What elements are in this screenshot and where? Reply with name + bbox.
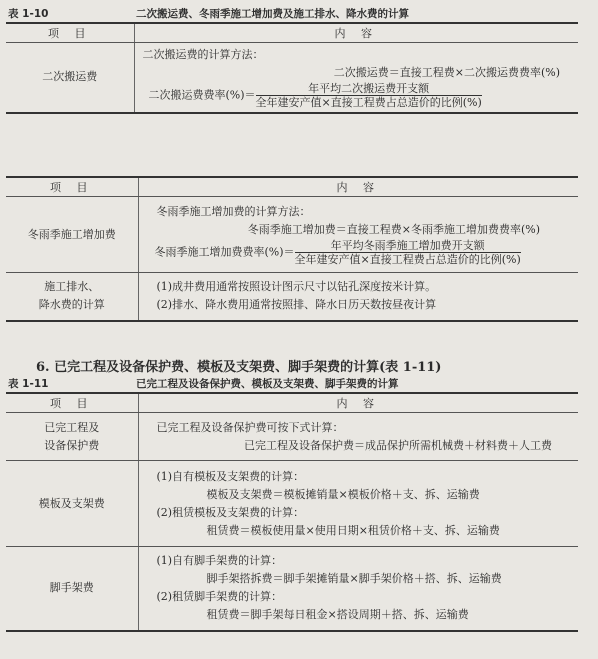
numerator: 年平均冬雨季施工增加费开支额: [330, 239, 485, 252]
content-cell: [138, 273, 578, 321]
formula-fraction: [147, 239, 571, 266]
table-title: 二次搬运费、冬雨季施工增加费及施工排水、降水费的计算: [136, 8, 409, 20]
table-number: 表 1-11: [8, 378, 49, 390]
formula-line: 模板及支架费＝模板摊销量×模板价格＋支、拆、运输费: [206, 487, 480, 501]
header-item: 项 目: [6, 177, 138, 197]
denominator: 全年建安产值×直接工程费占总造价的比例(%): [255, 95, 482, 109]
content-cell: [138, 461, 578, 547]
content-line: (1)自有脚手架费的计算：: [156, 554, 283, 568]
content-line: (2)租赁模板及支架费的计算：: [156, 505, 305, 519]
numerator: 年平均二次搬运费开支额: [308, 81, 430, 95]
item-cell: 冬雨季施工增加费: [6, 197, 138, 273]
item-line: 已完工程及: [44, 420, 100, 434]
item-cell: 脚手架费: [6, 547, 138, 631]
table: [6, 392, 578, 632]
item-cell: [6, 273, 138, 321]
table-1-10-continued: [6, 176, 578, 322]
formula-left: 二次搬运费费率(%)＝: [148, 88, 256, 102]
content-line: (2)排水、降水费用通常按照排、降水日历天数按昼夜计算: [156, 298, 437, 312]
formula-line: 冬雨季施工增加费＝直接工程费×冬雨季施工增加费费率(%): [247, 223, 540, 236]
table-1-11: [6, 374, 578, 632]
content-cell: [138, 413, 578, 461]
content-cell: [134, 43, 578, 113]
fraction: [256, 82, 482, 109]
table-number: 表 1-10: [8, 8, 49, 20]
denominator: 全年建安产值×直接工程费占总造价的比例(%): [294, 253, 521, 266]
item-line: 施工排水、: [44, 280, 100, 294]
header-content: 内 容: [138, 393, 578, 413]
table-1-10-top: [6, 4, 578, 114]
formula-fraction: [143, 82, 571, 109]
header-content: 内 容: [134, 23, 578, 43]
table-title: 已完工程及设备保护费、模板及支架费、脚手架费的计算: [136, 378, 399, 390]
content-line: (1)自有模板及支架费的计算：: [156, 469, 305, 483]
header-item: 项 目: [6, 23, 134, 43]
formula-line: 租赁费＝模板使用量×使用日期×租赁价格＋支、拆、运输费: [206, 523, 500, 537]
item-line: 降水费的计算: [38, 298, 105, 312]
fraction: [295, 239, 521, 266]
item-cell: 模板及支架费: [6, 461, 138, 547]
content-cell: [138, 547, 578, 631]
header-item: 项 目: [6, 393, 138, 413]
formula-line: 已完工程及设备保护费＝成品保护所需机械费＋材料费＋人工费: [244, 438, 552, 452]
item-cell: [6, 413, 138, 461]
header-content: 内 容: [138, 177, 578, 197]
table-caption: [6, 4, 578, 22]
formula-line: 租赁费＝脚手架每日租金×搭设周期＋搭、拆、运输费: [206, 608, 469, 622]
content-line: 已完工程及设备保护费可按下式计算：: [156, 420, 344, 434]
section-heading: 6. 已完工程及设备保护费、模板及支架费、脚手架费的计算(表 1-11): [36, 360, 442, 375]
content-line: 冬雨季施工增加费的计算方法：: [156, 205, 311, 218]
formula-line: 脚手架搭拆费＝脚手架摊销量×脚手架价格＋搭、拆、运输费: [206, 572, 502, 586]
table: [6, 22, 578, 114]
formula-left: 冬雨季施工增加费费率(%)＝: [154, 245, 295, 259]
table: [6, 176, 578, 322]
content-line: (1)成井费用通常按照设计图示尺寸以钻孔深度按米计算。: [156, 280, 437, 294]
content-cell: [138, 197, 578, 273]
content-line: 二次搬运费的计算方法：: [142, 47, 264, 61]
item-cell: 二次搬运费: [6, 43, 134, 113]
table-caption: [6, 374, 578, 392]
item-line: 设备保护费: [44, 438, 100, 452]
formula-line: 二次搬运费＝直接工程费×二次搬运费费率(%): [333, 65, 560, 79]
content-line: (2)租赁脚手架费的计算：: [156, 590, 283, 604]
